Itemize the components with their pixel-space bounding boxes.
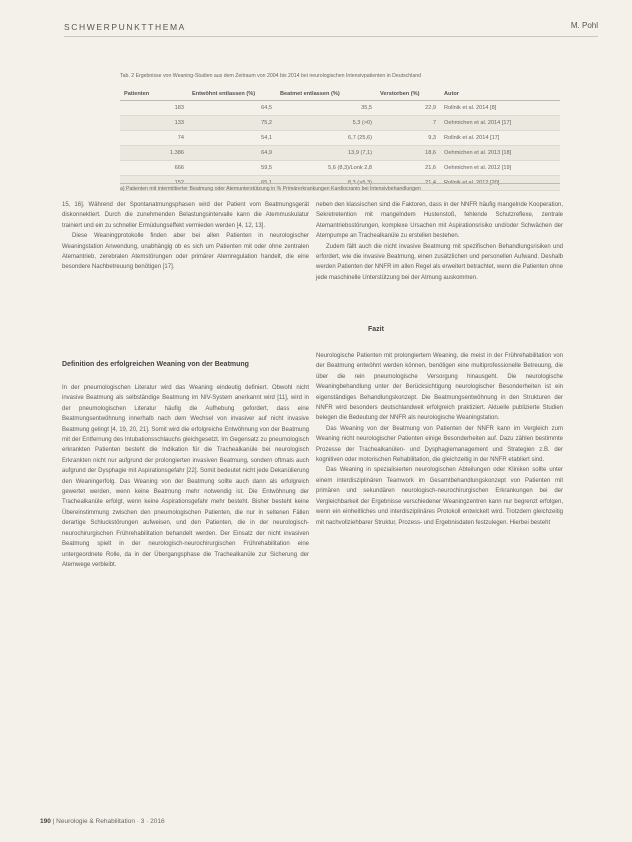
paragraph: Diese Weaningprotokolle finden aber bei allen Patienten in neurologischer Weaningstation Anwendung, unabhängig ob es sich um Patienten mit oder ohne zentralen Atemantrieb, zerebralen Atemstörungen oder primärer Atemregulation handelt, die eine besondere Nachbetreuung benötigen [17]. bbox=[62, 233, 309, 271]
table-cell: Rollnik et al. 2014 [17] bbox=[440, 131, 560, 146]
paragraph: Zudem fällt auch die nicht invasive Beatmung mit spezifischen Behandlungsrisiken und erfordert, wie die invasive Beatmung, einen zusätzlichen und personellen Aufwand. Deshalb werden Patienten der NNFR im allen Regel als erweitert betrachtet, wenn die Patienten ohne jede maschinelle Unterstützung bei der Atmung auskommen. bbox=[316, 243, 563, 281]
paragraph: Das Weaning in spezialisierten neurologischen Abteilungen oder Kliniken sollte unter einem interdisziplinären Teamwork im Gesamtbehandlungskonzept von Patienten mit primären und sekundären neurologisch-neurochirurgischen Erkrankungen bei der Vergleichbarkeit der Ergebnisse verschiedener Weaningzentren kann nur begrenzt erfolgen, wenn ein einheitliches und interdisziplinäres Protokoll entwickelt wird. Trotzdem gleichzeitig mit nachvollziehbarer Struktur, Prozess- und Ergebnisdaten festzulegen. Hierbei besteht bbox=[316, 467, 563, 526]
table-cell: 6,7 (25,6) bbox=[276, 131, 376, 146]
section-title: SCHWERPUNKTTHEMA bbox=[64, 22, 186, 32]
section-heading-definition: Definition des erfolgreichen Weaning von der Beatmung bbox=[62, 361, 249, 368]
table-row bbox=[120, 161, 560, 176]
table-cell: 1.386 bbox=[120, 146, 188, 161]
section-heading-conclusion: Fazit bbox=[368, 326, 384, 333]
column-header-patients: Patienten bbox=[120, 87, 188, 101]
table-cell: 152 bbox=[120, 176, 188, 191]
column-header-deceased: Verstorben (%) bbox=[376, 87, 440, 101]
paragraph: 15, 16]. Während der Spontanatmungsphasen wird der Patient vom Beatmungsgerät diskonnektiert. Durch die zunehmenden Belastungsintervalle kann die Atemmuskulatur trainiert und ein zu schneller Ermüdungseffekt vermieden werden [4, 12, 13]. bbox=[62, 202, 309, 229]
table-cell: 183 bbox=[120, 101, 188, 116]
table-cell: 13,9 (7,1) bbox=[276, 146, 376, 161]
table-cell: 64,5 bbox=[188, 101, 276, 116]
table-cell: 22,9 bbox=[376, 101, 440, 116]
table-cell: 18,6 bbox=[376, 146, 440, 161]
table-cell: 54,1 bbox=[188, 131, 276, 146]
table-cell: 74 bbox=[120, 131, 188, 146]
paragraph: neben den klassischen sind die Faktoren, dass in der NNFR häufig mangelnde Kooperation, Sekretretention mit mangelndem Hustenstoß, fehlende Schutzreflexe, zentrale Atemantriebsstörungen, komplexe Ursachen mit Aspirationsrisiko und/oder Schwächen der Atempumpe an Trachealkanüle zu erstellen bestehen. bbox=[316, 202, 563, 240]
table-cell: 666 bbox=[120, 161, 188, 176]
left-column-body bbox=[62, 383, 309, 570]
page-number: 190 bbox=[40, 818, 51, 825]
table-cell: 7 bbox=[376, 116, 440, 131]
table-cell: 75,2 bbox=[188, 116, 276, 131]
table-cell: Oehmichen et al. 2014 [17] bbox=[440, 116, 560, 131]
footer-separator: | bbox=[52, 818, 57, 825]
column-header-ventilated: Beatmet entlassen (%) bbox=[276, 87, 376, 101]
column-header-weaned: Entwöhnt entlassen (%) bbox=[188, 87, 276, 101]
table-header-row bbox=[120, 87, 560, 101]
table-footnote: a) Patienten mit intermittierter Beatmung oder Atemunterstützung in % Primärerkrankungen Kardiocranio bei Intensivbehandlungen bbox=[120, 183, 560, 192]
table-cell: 133 bbox=[120, 116, 188, 131]
table-row bbox=[120, 146, 560, 161]
table-cell: 21,6 bbox=[376, 161, 440, 176]
table-cell: 59,5 bbox=[188, 161, 276, 176]
paragraph: Das Weaning von der Beatmung von Patienten der NNFR kann im Vergleich zum Weaning nicht neurologischer Patienten einige Besonderheiten auf. Dazu zählen bestimmte Prozesse der Trachealkanülen- und Dysphagiemanagement und Strategien z.B. der kognitiven oder motorischen Rehabilitation, die gleichzeitig in der NNFR etabliert sind. bbox=[316, 425, 563, 464]
table-cell: Rollnik et al. 2014 [8] bbox=[440, 101, 560, 116]
author-header: M. Pohl bbox=[570, 21, 598, 30]
table-cell: Oehmichen et al. 2012 [19] bbox=[440, 161, 560, 176]
paragraph: Neurologische Patienten mit prolongiertem Weaning, die meist in der Frührehabilitation von der Beatmung entwöhnt werden können, benötigen eine multiprofessionelle Betreuung, die über die rein pneumologische Versorgung hinausgeht. Die neurologische Weaningbehandlung unter der Berücksichtigung neurologischer Besonderheiten ist ein eigenständiges Behandlungskonzept. Die Beatmungsentwöhnung in den Strukturen der NNFR wird besonders deutschlandweit erfolgreich praktiziert. Aktuelle publizierte Studien belegen die Bedeutung der NNFR als neurologische Weaningstation. bbox=[316, 353, 563, 422]
journal-name: Neurologie & Rehabilitation · 3 · 2016 bbox=[56, 818, 165, 825]
table-cell: Rollnik et al. 2012 [20] bbox=[440, 176, 560, 191]
table-row bbox=[120, 101, 560, 116]
table-cell: 8,3 (>5,3) bbox=[276, 176, 376, 191]
right-column-top bbox=[316, 200, 563, 283]
results-table bbox=[120, 87, 560, 191]
table-cell: 64,9 bbox=[188, 146, 276, 161]
table-cell: Oehmichen et al. 2013 [18] bbox=[440, 146, 560, 161]
table-cell: 21,4 bbox=[376, 176, 440, 191]
paragraph: In der pneumologischen Literatur wird das Weaning eindeutig definiert. Obwohl nicht invasive Beatmung als selbständige Beatmung im NIV-System anerkannt wird [11], wird in der pneumologischen Literatur häufig die Aufhebung gefordert, dass eine Beatmungsentwöhnung innerhalb nach dem Wechsel von invasiver auf nicht invasive Beatmung gelingt [4, 19, 20, 21]. Somit wird die erfolgreiche Entwöhnung von der Beatmung mit der Entfernung des Intubationsschlauchs gleichgesetzt. Im Gegensatz zu pneumologisch erkrankten Patienten besteht die Indikation für die Trachealkanüle bei neurologisch Erkrankten nicht nur aufgrund der prolongierten invasiven Beatmung, sondern oftmals auch aufgrund der Dysphagie mit Aspirationsgefahr [22]. Somit bedeutet nicht jede Dekanülierung den Weaningerfolg. Das Weaning von der Beatmung sollte auch dann als erfolgreich gewertet werden, wenn keine Beatmung mehr notwendig ist. Die Entwöhnung der Trachealkanüle erfolgt, wenn keine Aspirationsgefahr mehr besteht. Bisher besteht keine Übereinstimmung zwischen den pneumologischen Patienten, die nur in seltenen Fällen derartige Schluckstörungen aufweisen, und den Patienten, die in der neurologisch-neurochirurgischen Frührehabilitation behandelt werden. Der Einsatz der nicht invasiven Beatmung spielt in der neurologisch-neurochirurgischen Frührehabilitation eine untergeordnete Rolle, da in der Übergangsphase die Trachealkanüle zur Sicherung der Atemwege verbleibt. bbox=[62, 385, 309, 568]
table-cell: 5,3 (>0) bbox=[276, 116, 376, 131]
right-column-body bbox=[316, 351, 563, 528]
table-cell: 9,3 bbox=[376, 131, 440, 146]
page-footer bbox=[40, 818, 165, 825]
table-cell: 65,1 bbox=[188, 176, 276, 191]
table-caption: Tab. 2 Ergebnisse von Weaning-Studien aus dem Zeitraum von 2004 bis 2014 bei neurologischen Intensivpatienten in Deutschland bbox=[120, 73, 421, 79]
table-row bbox=[120, 116, 560, 131]
header-divider bbox=[64, 36, 598, 37]
table-cell: 5,6 (8,3)/Lonk 2,8 bbox=[276, 161, 376, 176]
table-row bbox=[120, 131, 560, 146]
left-column-top bbox=[62, 200, 309, 273]
table-cell: 35,5 bbox=[276, 101, 376, 116]
column-header-author: Autor bbox=[440, 87, 560, 101]
